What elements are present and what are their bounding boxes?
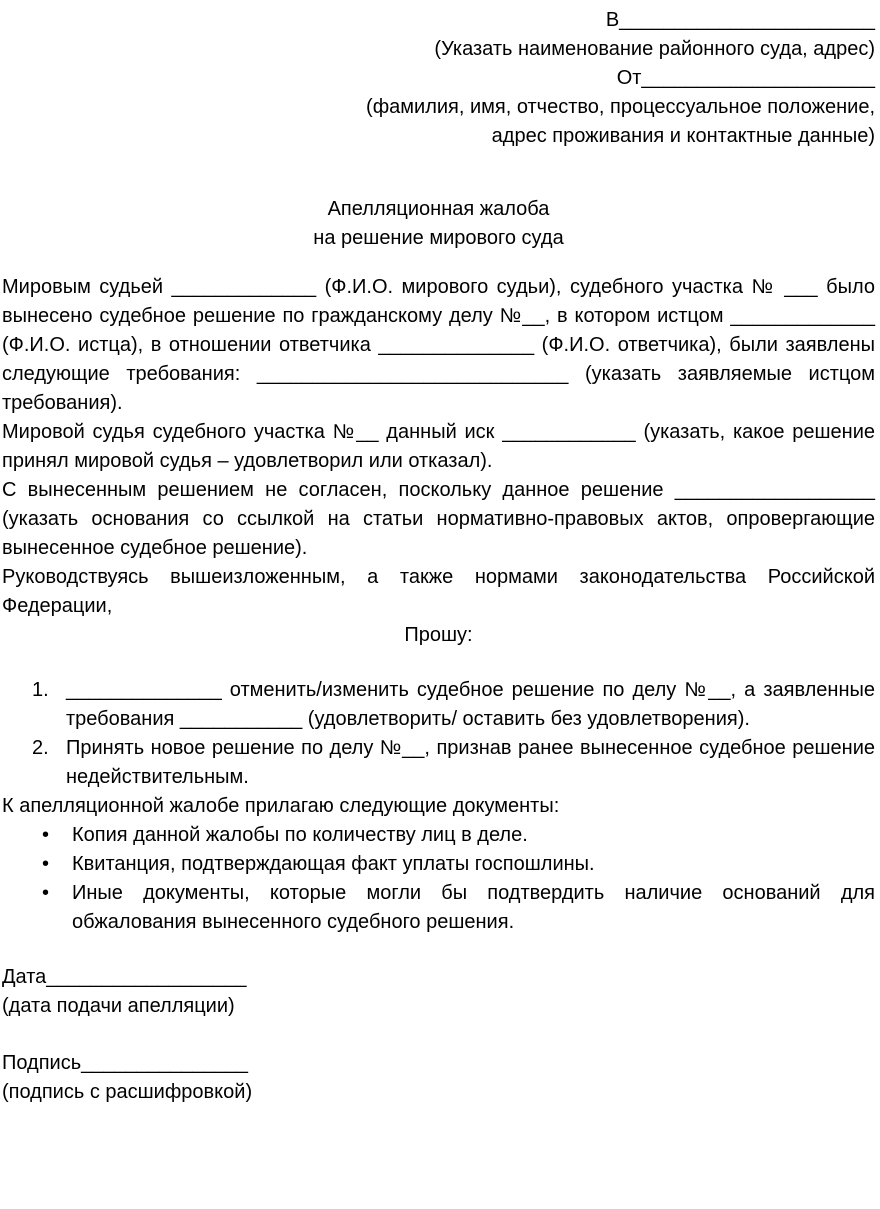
paragraph-judgment-info: Мировым судьей _____________ (Ф.И.О. мирового судьи), судебного участка № ___ было вынесено судебное решение по гражданскому делу №__, в котором истцом _____________ (Ф.И.О. истца), в отношении ответчика ______________ (Ф.И.О. ответчика), были заявлены следующие требования: ____________________________ (указать заявляемые истцом требования). — [2, 276, 875, 414]
applicant-caption-line-2: адрес проживания и контактные данные) — [491, 125, 875, 147]
applicant-caption-line-1: (фамилия, имя, отчество, процессуальное положение, — [366, 96, 875, 118]
requests-list — [2, 676, 875, 792]
applicant-line: От_____________________ — [616, 67, 875, 89]
paragraph-disagreement: С вынесенным решением не согласен, поскольку данное решение __________________ (указать основания со ссылкой на статьи нормативно-правовых актов, опровергающие вынесенное судебное решение). — [2, 479, 875, 559]
title-line-2: на решение мирового суда — [313, 227, 564, 249]
addressee-block — [2, 6, 875, 151]
attachment-item-text: Копия данной жалобы по количеству лиц в деле. — [72, 824, 528, 846]
court-name-line: В_______________________ — [605, 9, 875, 31]
attachments-list — [2, 821, 875, 937]
bullet-icon: • — [42, 882, 50, 904]
signature-block — [2, 1049, 875, 1107]
date-block — [2, 963, 875, 1021]
bullet-icon: • — [42, 853, 50, 875]
request-item — [2, 676, 875, 734]
attachment-item-text: Квитанция, подтверждающая факт уплаты госпошлины. — [72, 853, 595, 875]
request-item-text: ______________ отменить/изменить судебное решение по делу №__, а заявленные требования ___________ (удовлетворить/ оставить без удовлетворения). — [66, 679, 875, 730]
request-item — [2, 734, 875, 792]
request-item-text: Принять новое решение по делу №__, признав ранее вынесенное судебное решение недействительным. — [66, 737, 875, 788]
attachment-item — [2, 879, 875, 937]
document-title — [2, 195, 875, 253]
signature-line: Подпись_______________ — [2, 1052, 248, 1074]
signature-caption: (подпись с расшифровкой) — [2, 1081, 253, 1103]
paragraph-legal-basis: Руководствуясь вышеизложенным, а также нормами законодательства Российской Федерации, — [2, 566, 875, 617]
attachment-item-text: Иные документы, которые могли бы подтвердить наличие оснований для обжалования вынесенного судебного решения. — [72, 882, 875, 933]
attachment-item — [2, 821, 875, 850]
date-caption: (дата подачи апелляции) — [2, 995, 235, 1017]
attachments-intro: К апелляционной жалобе прилагаю следующие документы: — [2, 795, 560, 817]
attachment-item — [2, 850, 875, 879]
request-item-number: 2. — [32, 737, 49, 759]
request-heading: Прошу: — [404, 624, 473, 646]
paragraph-judge-decision: Мировой судья судебного участка №__ данный иск ____________ (указать, какое решение принял мировой судья – удовлетворил или отказал). — [2, 421, 875, 472]
bullet-icon: • — [42, 824, 50, 846]
request-item-number: 1. — [32, 679, 49, 701]
court-name-caption: (Указать наименование районного суда, адрес) — [434, 38, 875, 60]
date-line: Дата__________________ — [2, 966, 247, 988]
title-line-1: Апелляционная жалоба — [327, 198, 550, 220]
